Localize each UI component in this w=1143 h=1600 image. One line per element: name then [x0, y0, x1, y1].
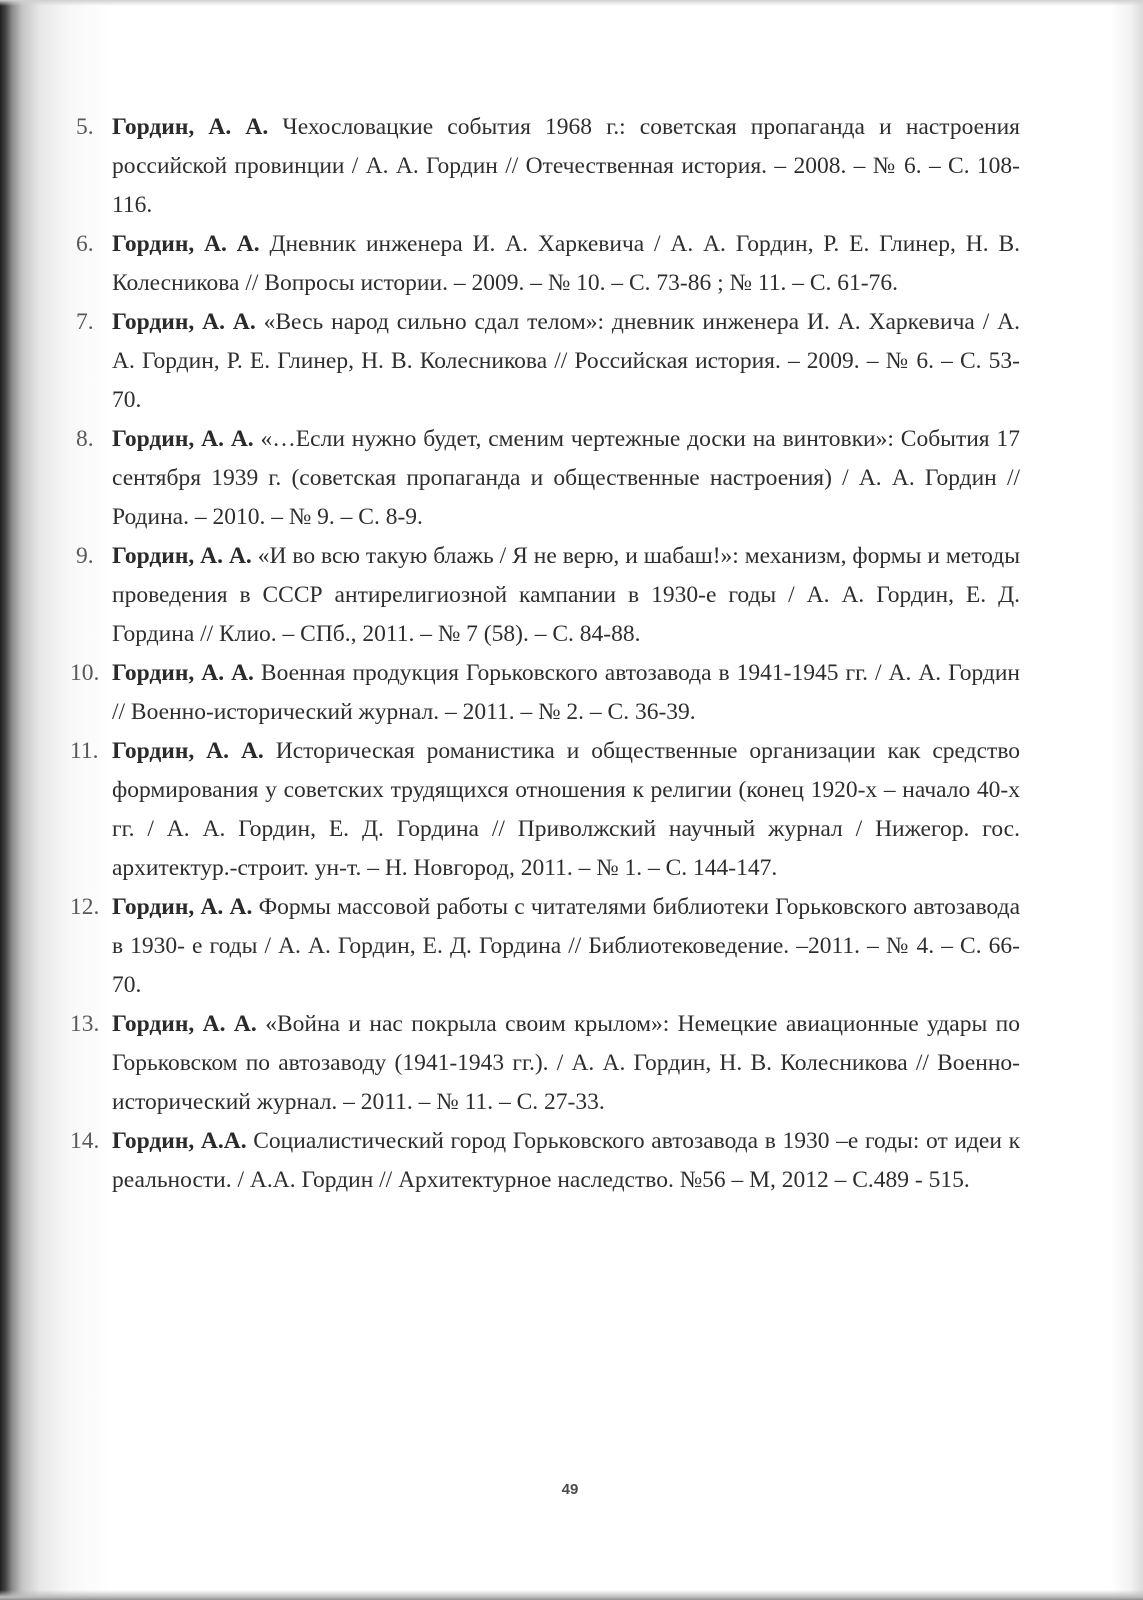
- reference-author: Гордин, А. А.: [112, 114, 269, 140]
- reference-number: 13.: [70, 1011, 100, 1037]
- reference-text: Социалистический город Горьковского автозавода в 1930 –е годы: от идеи к реальности. / А.А. Гордин // Архитектурное наследство. №56 – М, 2012 – С.489 - 515.: [112, 1128, 1020, 1193]
- reference-item-7: [70, 303, 1020, 420]
- reference-number: 10.: [70, 660, 100, 686]
- reference-author: Гордин, А. А.: [112, 660, 254, 686]
- reference-author: Гордин, А. А.: [112, 894, 253, 920]
- reference-item-8: [70, 420, 1020, 537]
- reference-number: 7.: [76, 309, 94, 335]
- reference-author: Гордин, А. А.: [112, 426, 254, 452]
- reference-number: 5.: [76, 114, 94, 140]
- reference-text: «…Если нужно будет, сменим чертежные доски на винтовки»: События 17 сентября 1939 г. (советская пропаганда и общественные настроения) / А. А. Гордин // Родина. – 2010. – № 9. – С. 8-9.: [112, 426, 1020, 530]
- reference-author: Гордин, А. А.: [112, 543, 252, 569]
- reference-item-5: [70, 108, 1020, 225]
- reference-author: Гордин, А.А.: [112, 1128, 247, 1154]
- reference-number: 12.: [70, 894, 100, 920]
- reference-author: Гордин, А. А.: [112, 309, 256, 335]
- page-number: 49: [561, 1481, 579, 1498]
- reference-number: 6.: [76, 231, 94, 257]
- reference-author: Гордин, А. А.: [112, 1011, 257, 1037]
- reference-text: Чехословацкие события 1968 г.: советская пропаганда и настроения российской провинции / А. А. Гордин // Отечественная история. – 2008. – № 6. – С. 108-116.: [112, 114, 1020, 218]
- reference-item-14: [70, 1122, 1020, 1200]
- reference-item-10: [70, 654, 1020, 732]
- reference-author: Гордин, А. А.: [112, 231, 260, 257]
- reference-text: «Война и нас покрыла своим крылом»: Немецкие авиационные удары по Горьковском по автозаводу (1941-1943 гг.). / А. А. Гордин, Н. В. Колесникова // Военно-исторический журнал. – 2011. – № 11. – С. 27-33.: [112, 1011, 1020, 1115]
- reference-text: Формы массовой работы с читателями библиотеки Горьковского автозавода в 1930- е годы / А. А. Гордин, Е. Д. Гордина // Библиотековедение. –2011. – № 4. – С. 66-70.: [112, 894, 1020, 998]
- reference-text: Дневник инженера И. А. Харкевича / А. А. Гордин, Р. Е. Глинер, Н. В. Колесникова // Вопросы истории. – 2009. – № 10. – С. 73-86 ; № 11. – С. 61-76.: [112, 231, 1020, 296]
- reference-number: 9.: [76, 543, 94, 569]
- reference-list: [70, 108, 1020, 1200]
- reference-item-11: [70, 732, 1020, 888]
- reference-number: 14.: [70, 1128, 100, 1154]
- reference-number: 8.: [76, 426, 94, 452]
- reference-item-9: [70, 537, 1020, 654]
- reference-item-6: [70, 225, 1020, 303]
- reference-author: Гордин, А. А.: [112, 738, 264, 764]
- reference-text: Военная продукция Горьковского автозавода в 1941-1945 гг. / А. А. Гордин // Военно-исторический журнал. – 2011. – № 2. – С. 36-39.: [112, 660, 1020, 725]
- reference-item-13: [70, 1005, 1020, 1122]
- reference-text: «Весь народ сильно сдал телом»: дневник инженера И. А. Харкевича / А. А. Гордин, Р. Е. Глинер, Н. В. Колесникова // Российская история. – 2009. – № 6. – С. 53-70.: [112, 309, 1020, 413]
- reference-number: 11.: [70, 738, 99, 764]
- reference-text: «И во всю такую блажь / Я не верю, и шабаш!»: механизм, формы и методы проведения в СССР антирелигиозной кампании в 1930-е годы / А. А. Гордин, Е. Д. Гордина // Клио. – СПб., 2011. – № 7 (58). – С. 84-88.: [112, 543, 1020, 647]
- reference-text: Историческая романистика и общественные организации как средство формирования у советских трудящихся отношения к религии (конец 1920-х – начало 40-х гг. / А. А. Гордин, Е. Д. Гордина // Приволжский научный журнал / Нижегор. гос. архитектур.-строит. ун-т. – Н. Новгород, 2011. – № 1. – С. 144-147.: [112, 738, 1020, 881]
- reference-item-12: [70, 888, 1020, 1005]
